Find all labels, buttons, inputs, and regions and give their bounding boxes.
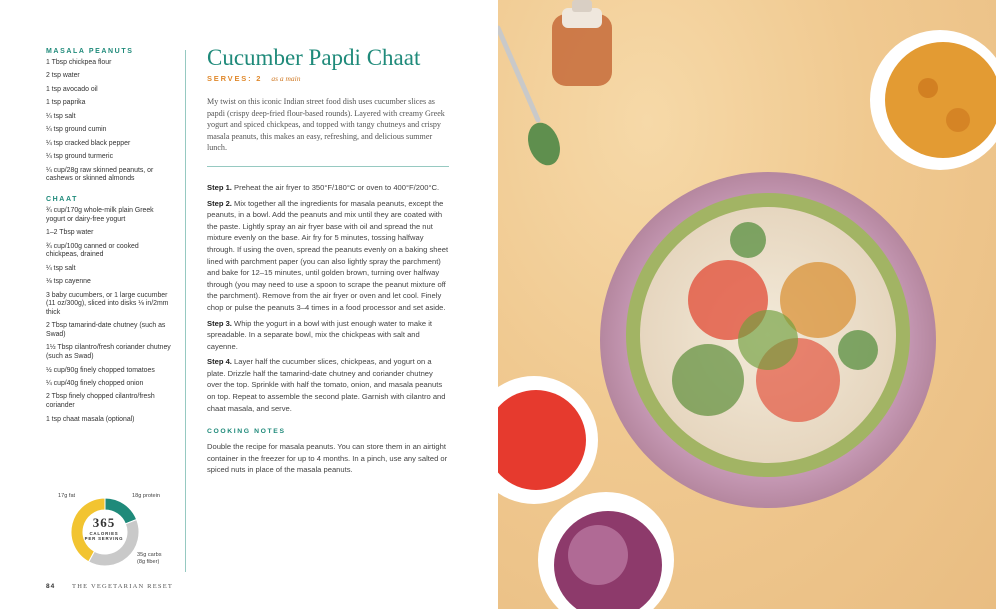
step-text: Mix together all the ingredients for masala peanuts, except the peanuts, in a bowl. Add the peanuts and mix until they are coated with the paste. Lightly spray an air fryer base with oil and spread the nut mixture evenly on the base. Air fry for 5 minutes, tossing halfway through. If using the oven, spread the peanuts evenly on a baking sheet lined with parchment paper (you can also lightly spray the parchment) and bake for 12–15 minutes, until golden brown, turning over halfway through (you may need to use a spoon to scrape the peanut mixture off the parchment). Remove from the air fryer or oven and let cool. Finely chop or pulse the peanuts 3–4 times in a food processor and set aside. [207, 198, 449, 312]
chaat-plate [600, 172, 936, 508]
page-number: 84 [46, 583, 56, 590]
fat-label: 17g fat [58, 493, 76, 499]
serves-note: as a main [271, 74, 301, 83]
calories-sublabel: PER SERVING [84, 536, 124, 541]
protein-label: 18g protein [132, 493, 160, 499]
chutney-bottle [552, 0, 612, 86]
serves-count: 2 [256, 74, 262, 83]
step-1 [207, 182, 449, 194]
step-2 [207, 198, 449, 314]
ingredient-item: 1 Tbsp chickpea flour [46, 59, 112, 66]
chaat-plate-photo [498, 0, 996, 609]
page-footer [46, 583, 173, 590]
ingredient-item: ¼ tsp ground turmeric [46, 153, 114, 161]
ingredient-item: 1 tsp avocado oil [46, 85, 98, 93]
ingredient-item: 1 tsp paprika [46, 99, 86, 107]
section-divider [207, 166, 449, 167]
step-text: Preheat the air fryer to 350°F/180°C or oven to 400°F/200°C. [234, 182, 440, 192]
calories-value: 365 [92, 515, 116, 530]
ingredient-item: 2 Tbsp tamarind-date chutney (such as Swad) [46, 322, 166, 338]
ingredient-item: 1–2 Tbsp water [46, 229, 94, 237]
recipe-title: Cucumber Papdi Chaat [207, 45, 421, 70]
ingredients-column [46, 48, 171, 429]
calories-readout [72, 515, 136, 541]
ingredient-item: 2 Tbsp finely chopped cilantro/fresh coriander [46, 393, 155, 410]
ingredient-item: ½ cup/90g finely chopped tomatoes [46, 366, 155, 374]
carbs-value: 35g carbs [137, 552, 162, 558]
ingredient-item: ¼ cup/40g finely chopped onion [46, 379, 144, 387]
chaat-ingredient-list [46, 207, 171, 424]
tomato-bowl [498, 376, 598, 504]
step-text: Whip the yogurt in a bowl with just enough water to make it spreadable. In a separate bowl, mix the chickpeas with salt and cayenne. [207, 318, 432, 351]
fiber-value: (8g fiber) [137, 558, 160, 565]
serves-label: SERVES: [207, 74, 253, 83]
ingredient-item: 1½ Tbsp cilantro/fresh coriander chutney (such as Swad) [46, 344, 171, 361]
calories-label: CALORIES [89, 531, 119, 536]
step-text: Layer half the cucumber slices, chickpeas, and yogurt on a plate. Drizzle half the tamarind-date chutney and coriander chutney over the top. Sprinkle with half the tomato, onion, and masala peanuts on top. Repeat to assemble the second plate. Garnish with cilantro and chaat masala, and serve. [207, 357, 446, 413]
ingredient-item: ¾ cup/170g whole-milk plain Greek yogurt or dairy-free yogurt [46, 207, 154, 223]
ingredients-heading-masala-peanuts: MASALA PEANUTS [46, 48, 134, 55]
serves-line [207, 74, 449, 83]
ingredient-item: ¾ cup/100g canned or cooked chickpeas, drained [46, 242, 139, 259]
ingredient-item: ¼ tsp salt [46, 112, 76, 120]
onion-bowl [538, 492, 674, 609]
ingredient-item: ¼ tsp ground cumin [46, 126, 107, 134]
ingredient-item: ⅛ tsp cayenne [46, 278, 91, 286]
recipe-intro: My twist on this iconic Indian street food dish uses cucumber slices as papdi (crispy deep-fried flour-based rounds). Layered with creamy Greek yogurt and spiced chickpeas, and topped with tangy chutneys and crispy masala peanuts, this makes an easy, refreshing, and delicious summer lunch. [207, 97, 445, 153]
step-3 [207, 318, 449, 353]
column-divider [185, 50, 186, 572]
step-4 [207, 356, 449, 414]
ingredient-item: 3 baby cucumbers, or 1 large cucumber (11 oz/300g), sliced into disks ⅛ in/2mm thick [46, 291, 169, 316]
carbs-label [137, 552, 162, 565]
step-label: Step 3. [207, 318, 232, 328]
cooking-notes-text: Double the recipe for masala peanuts. You can store them in an airtight container in the freezer for up to 4 months. In a pinch, use any salted or spiced nuts in place of the masala peanuts. [207, 442, 448, 475]
step-label: Step 1. [207, 182, 232, 192]
ingredient-item: ¼ cup/28g raw skinned peanuts, or cashews or skinned almonds [46, 166, 154, 183]
ingredient-item: ¼ tsp salt [46, 264, 76, 272]
masala-peanuts-bowl [870, 30, 996, 170]
cooking-notes-heading: COOKING NOTES [207, 428, 286, 436]
step-label: Step 4. [207, 357, 232, 367]
ingredient-item: ¼ tsp cracked black pepper [46, 139, 131, 147]
food-photo-page [498, 0, 996, 609]
step-label: Step 2. [207, 198, 232, 208]
recipe-main-column [207, 44, 449, 476]
ingredient-item: 1 tsp chaat masala (optional) [46, 415, 135, 423]
book-title: THE VEGETARIAN RESET [72, 583, 174, 590]
ingredients-heading-chaat: CHAAT [46, 196, 78, 204]
recipe-steps [207, 182, 449, 414]
ingredient-item: 2 tsp water [46, 72, 80, 80]
masala-peanuts-ingredient-list [46, 59, 171, 184]
